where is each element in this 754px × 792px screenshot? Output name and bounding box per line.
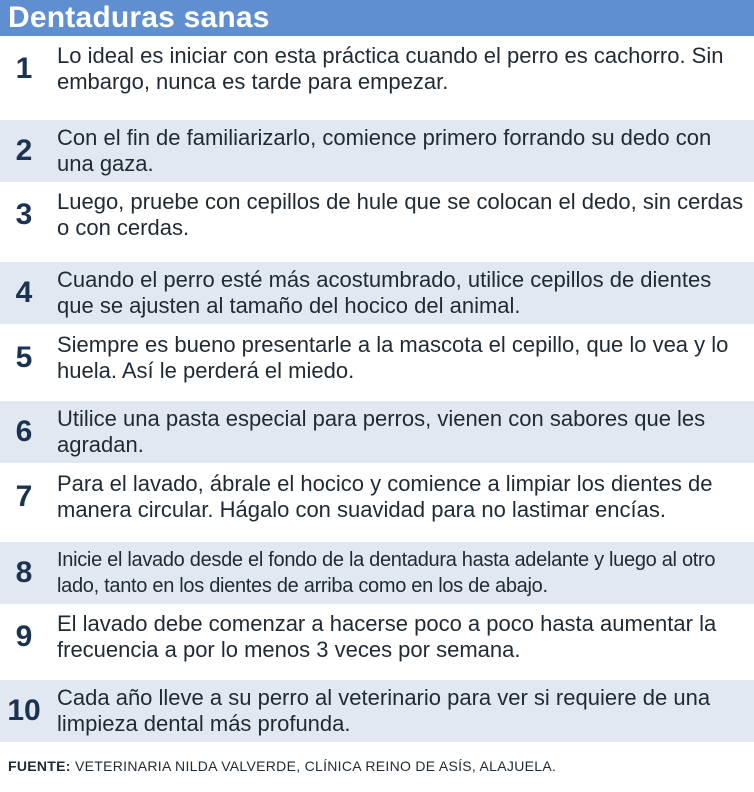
- step-text: Con el fin de familiarizarlo, comience primero forrando su dedo con una gaza.: [57, 125, 712, 176]
- list-item: [0, 401, 754, 463]
- step-number: 1: [15, 52, 33, 85]
- step-number: 9: [15, 620, 33, 653]
- step-text: Luego, pruebe con cepillos de hule que se colocan el dedo, sin cerdas o con cerdas.: [57, 189, 744, 240]
- step-number: 3: [15, 198, 33, 231]
- step-number: 2: [15, 134, 33, 167]
- list-item: [0, 120, 754, 182]
- list-item: [0, 184, 754, 246]
- list-item: [0, 606, 754, 668]
- step-text: El lavado debe comenzar a hacerse poco a poco hasta aumentar la frecuencia a por lo menos 3 veces por semana.: [57, 611, 717, 662]
- source-text: VETERINARIA NILDA VALVERDE, CLÍNICA REINO DE ASÍS, ALAJUELA.: [74, 758, 557, 774]
- step-number: 7: [15, 480, 33, 513]
- step-text: Cuando el perro esté más acostumbrado, utilice cepillos de dientes que se ajusten al tamaño del hocico del animal.: [57, 267, 712, 318]
- step-text: Inicie el lavado desde el fondo de la dentadura hasta adelante y luego al otro lado, tanto en los dientes de arriba como en los de abajo.: [57, 549, 716, 597]
- step-number: 4: [15, 276, 33, 309]
- step-number: 5: [15, 341, 33, 374]
- step-number: 6: [15, 415, 33, 448]
- list-item: [0, 38, 754, 100]
- list-item: [0, 466, 754, 528]
- step-text: Cada año lleve a su perro al veterinario para ver si requiere de una limpieza dental más profunda.: [57, 685, 711, 736]
- step-number: 10: [7, 694, 41, 727]
- step-text: Siempre es bueno presentarle a la mascota el cepillo, que lo vea y lo huela. Así le perderá el miedo.: [57, 332, 729, 383]
- list-item: [0, 680, 754, 742]
- page-title: Dentaduras sanas: [8, 1, 270, 34]
- list-item: [0, 327, 754, 389]
- source-credit: [8, 758, 556, 774]
- step-text: Utilice una pasta especial para perros, vienen con sabores que les agradan.: [57, 406, 706, 457]
- list-item: [0, 542, 754, 604]
- step-text: Para el lavado, ábrale el hocico y comience a limpiar los dientes de manera circular. Hágalo con suavidad para no lastimar encías.: [57, 471, 713, 522]
- step-number: 8: [15, 556, 33, 589]
- source-label: FUENTE:: [8, 758, 71, 774]
- list-item: [0, 262, 754, 324]
- title-banner: [0, 0, 754, 36]
- step-text: Lo ideal es iniciar con esta práctica cuando el perro es cachorro. Sin embargo, nunca es tarde para empezar.: [57, 43, 724, 94]
